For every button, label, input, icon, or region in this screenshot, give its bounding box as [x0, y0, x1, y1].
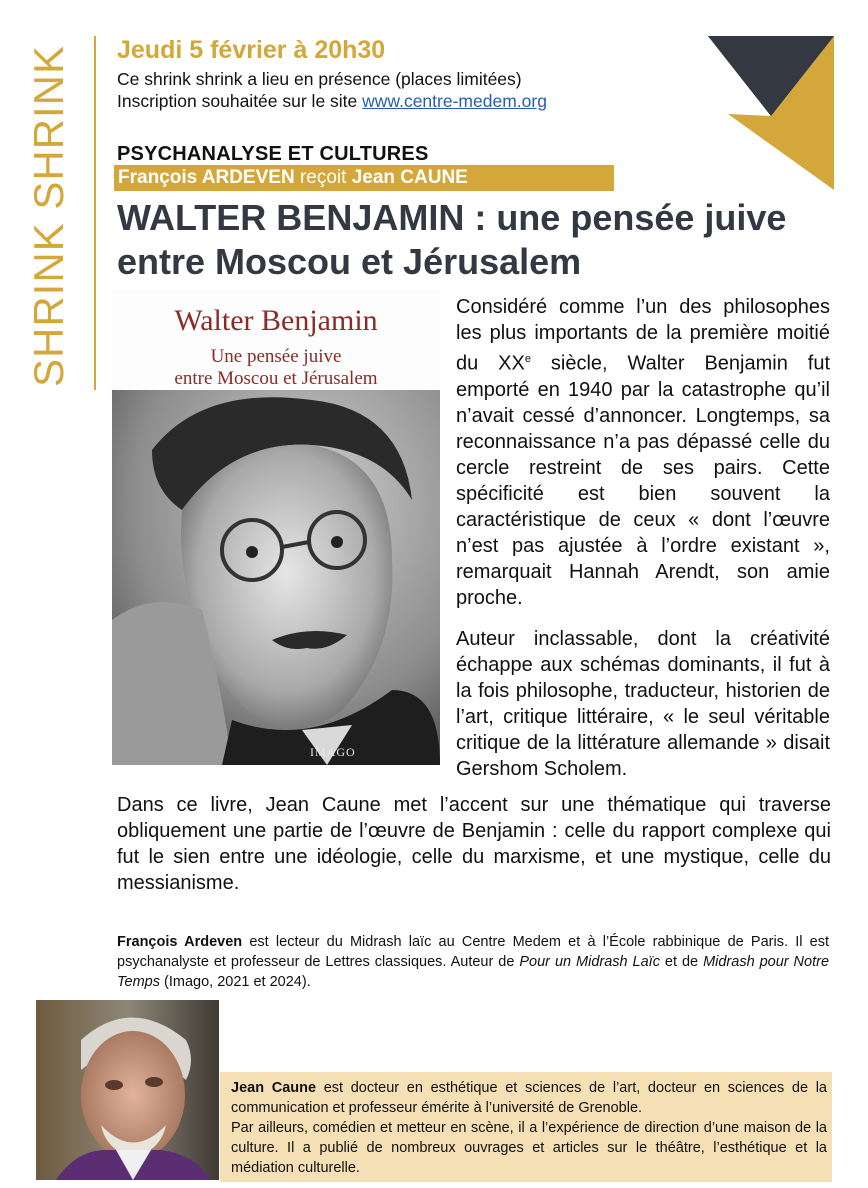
- cover-publisher: IMAGO: [310, 745, 356, 759]
- cover-subtitle-2: entre Moscou et Jérusalem: [174, 368, 378, 389]
- cover-subtitle-1: Une pensée juive: [210, 346, 342, 367]
- title-line-2: entre Moscou et Jérusalem: [117, 241, 582, 282]
- book-cover: [112, 290, 440, 765]
- paragraph-intro-part-1: Considéré comme l’un des philosophes les plus importants de la première moitié du XX: [456, 296, 830, 375]
- vertical-brand: [14, 36, 84, 396]
- author-portrait-photo: [112, 390, 440, 765]
- bio-ardeven-text-1: est lecteur du Midrash laïc au Centre Medem et à l’École rabbinique de Paris. Il est psychanalyste et professeur de Lettres classiques. Auteur de: [117, 934, 829, 970]
- cover-title: Walter Benjamin: [174, 304, 378, 337]
- guest-name: Jean CAUNE: [351, 167, 468, 188]
- registration-text: Inscription souhaitée sur le site: [117, 91, 363, 111]
- paragraph-intro-part-2: siècle, Walter Benjamin fut emporté en 1940 par la catastrophe qu’il n’avait cessé d’annoncer. Longtemps, sa reconnaissance n’a pas dépassé celle du cercle restreint de ses pairs. Cette spécificité est bien souvent la caractéristique de ceux « dont l’œuvre n’est pas ajustée à l’ordre existant », remarquait Hannah Arendt, son amie proche.: [456, 352, 831, 609]
- bio-ardeven-book-2: Midrash pour Notre Temps: [117, 954, 830, 990]
- host-verb: reçoit: [299, 167, 347, 188]
- bio-caune: [231, 1078, 827, 1178]
- host-name: François ARDEVEN: [118, 167, 295, 188]
- paragraph-book: Dans ce livre, Jean Caune met l’accent sur une thématique qui traverse obliquement une partie de l’œuvre de Benjamin : celle du rapport complexe qui fut le sien entre une idéologie, celle du marxisme, et une mystique, celle du messianisme.: [117, 794, 831, 894]
- brand-divider: [94, 36, 96, 390]
- bio-ardeven: [117, 932, 829, 992]
- bio-ardeven-book-1: Pour un Midrash Laïc: [519, 954, 660, 970]
- attendance-note: Ce shrink shrink a lieu en présence (places limitées): [117, 69, 522, 89]
- guest-portrait-photo: [36, 1000, 219, 1180]
- paragraph-intro: [456, 294, 830, 611]
- series-title: PSYCHANALYSE ET CULTURES: [117, 143, 429, 165]
- host-bar: [114, 165, 614, 191]
- corner-triangles-decoration: [708, 34, 838, 194]
- bio-ardeven-text-3: (Imago, 2021 et 2024).: [159, 974, 311, 990]
- bio-ardeven-name: François Ardeven: [117, 934, 243, 950]
- bio-caune-text-1: est docteur en esthétique et sciences de l’art, docteur en sciences de la communication et professeur émérite à l’université de Grenoble.: [231, 1080, 827, 1116]
- page-title: [117, 196, 817, 284]
- bio-caune-name: Jean Caune: [231, 1080, 317, 1096]
- website-link[interactable]: www.centre-medem.org: [362, 91, 547, 111]
- bio-caune-text-2: Par ailleurs, comédien et metteur en scène, il a l’expérience de direction d’une maison de la culture. Il a publié de nombreux ouvrages et articles sur le théâtre, l’esthétique et la médiation culturelle.: [231, 1120, 827, 1176]
- paragraph-author: Auteur inclassable, dont la créativité échappe aux schémas dominants, il fut à la fois philosophe, traducteur, historien de l’art, critique littéraire, « le seul véritable critique de la littérature allemande » disait Gershom Scholem.: [456, 628, 830, 780]
- event-date: Jeudi 5 février à 20h30: [117, 36, 386, 64]
- registration-note: [117, 91, 547, 112]
- title-line-1: WALTER BENJAMIN : une pensée juive: [117, 197, 787, 238]
- century-superscript: e: [524, 353, 531, 365]
- bio-ardeven-text-2: et de: [659, 954, 704, 970]
- brand-label: SHRINK SHRINK: [25, 44, 72, 388]
